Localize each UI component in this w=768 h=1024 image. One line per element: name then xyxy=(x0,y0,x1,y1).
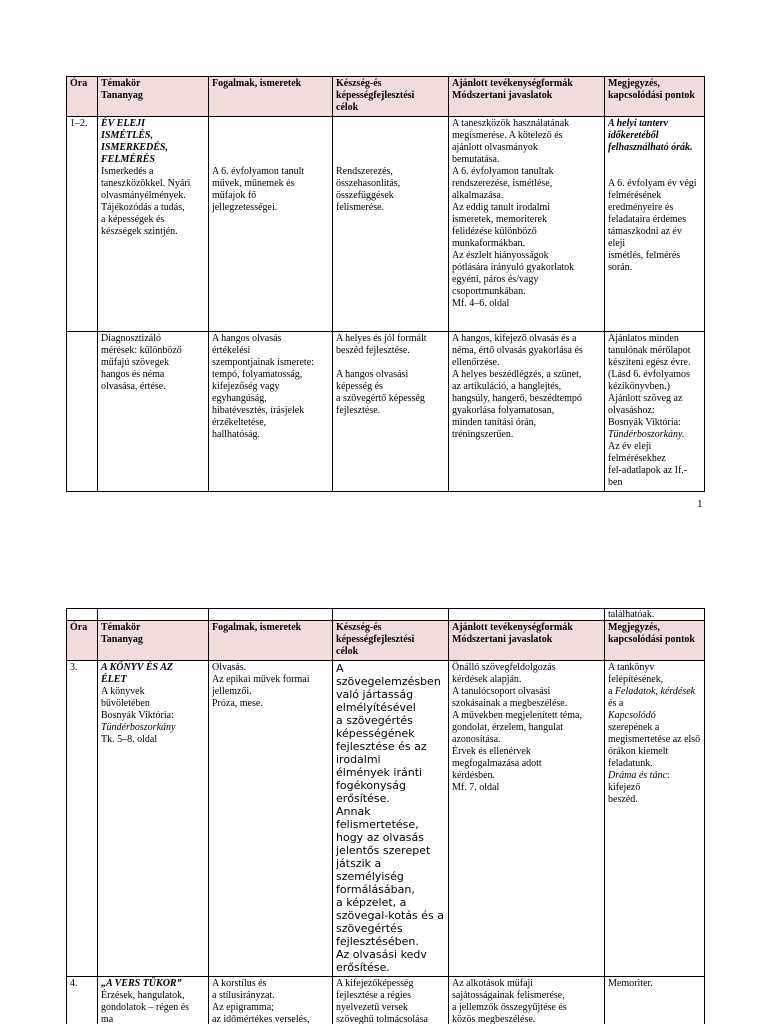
cell-ajanlott: Önálló szövegfeldolgozás kérdések alapján. A tanulócsoport olvasási szokásainak a megbeszélése. A művekben megjelenített téma, gondolat, érzelem, hangulat azonosítása. Érvek és ellenérvek megfogalmazása adott kérdésben. Mf. 7. oldal xyxy=(449,661,605,977)
cell-megjegyzes: találhatóak. xyxy=(605,609,705,621)
cell-keszseg: Rendszerezés, összehasonlítás, összefüggések felismerése. xyxy=(333,117,449,332)
cell-ora xyxy=(67,332,98,492)
cell-keszseg: A kifejezőképesség fejlesztése a régies nyelvezetű versek szöveghű tolmácsolása xyxy=(333,977,449,1024)
header-keszseg: Készség-és képességfejlesztési célok xyxy=(333,621,449,661)
table-row xyxy=(67,332,705,492)
page-number: 1 xyxy=(697,498,703,510)
cell-temakor: A KÖNYV ÉS AZ ÉLET A könyvek bűvöletében Bosnyák Viktória: Tündérboszorkány Tk. 5–8. oldal xyxy=(98,661,209,977)
table-row xyxy=(67,661,705,977)
cell-ora: 1–2. xyxy=(67,117,98,332)
cell-fogalmak: A hangos olvasás értékelési szempontjainak ismerete: tempó, folyamatosság, kifejezőség vagy egyhangúság, hibatévesztés, írásjelek érzékeltetése, hallhatóság. xyxy=(209,332,333,492)
header-megjegyzes: Megjegyzés, kapcsolódási pontok xyxy=(605,621,705,661)
cell-fogalmak: A 6. évfolyamon tanult művek, műnemek és műfajok fő jellegzetességei. xyxy=(209,117,333,332)
cell-megjegyzes: A helyi tanterv időkeretéből felhasználható órák. A 6. évfolyam év végi felmérésének eredményeire és feladataira érdemes támaszkodni az év eleji ismétlés, felmérés során. xyxy=(605,117,705,332)
cell-keszseg: A helyes és jól formált beszéd fejlesztése. A hangos olvasási képesség és a szövegértő képesség fejlesztése. xyxy=(333,332,449,492)
header-megjegyzes: Megjegyzés, kapcsolódási pontok xyxy=(605,77,705,117)
cell-ajanlott: A taneszközök használatának megismerése. A kötelező és ajánlott olvasmányok bemutatása. A 6. évfolyamon tanultak rendszerezése, ismétlése, alkalmazása. Az eddig tanult irodalmi ismeretek, memoriterek felidézése különböző munkaformákban. Az észlelt hiányosságok pótlására irányuló gyakorlatok egyéni, páros és/vagy csoportmunkában. Mf. 4–6. oldal xyxy=(449,117,605,332)
continuation-row xyxy=(67,609,705,621)
page-2 xyxy=(0,560,768,1024)
header-keszseg: Készség-és képességfejlesztési célok xyxy=(333,77,449,117)
cell-temakor: „A VERS TÜKOR” Érzések, hangulatok, gondolatok – régen és ma xyxy=(98,977,209,1024)
cell-fogalmak: A korstílus és a stílusirányzat. Az epigramma; az időmértékes verselés, xyxy=(209,977,333,1024)
header-temakor: Témakör Tananyag xyxy=(98,621,209,661)
table-row xyxy=(67,977,705,1024)
cell-temakor: ÉV ELEJI ISMÉTLÉS, ISMERKEDÉS, FELMÉRÉS Ismerkedés a taneszközökkel. Nyári olvasmányélmények. Tájékozódás a tudás, a képességek és készségek szintjén. xyxy=(98,117,209,332)
syllabus-table-page-2 xyxy=(66,608,705,1024)
header-fogalmak: Fogalmak, ismeretek xyxy=(209,621,333,661)
header-ora: Óra xyxy=(67,621,98,661)
table-header-row xyxy=(67,77,705,117)
syllabus-table-page-1 xyxy=(66,76,705,492)
page-1 xyxy=(0,0,768,510)
header-ora: Óra xyxy=(67,77,98,117)
cell-ajanlott: Az alkotások műfaji sajátosságainak felismerése, a jellemzők összegyűjtése és közös megbeszélése. xyxy=(449,977,605,1024)
cell-ajanlott: A hangos, kifejező olvasás és a néma, értő olvasás gyakorlása és ellenőrzése. A helyes beszédlégzés, a szünet, az artikuláció, a hanglejtés, hangsúly, hangerő, beszédtempó gyakorlása folyamatosan, minden tanítási órán, tréningszerűen. xyxy=(449,332,605,492)
cell-ora: 4. xyxy=(67,977,98,1024)
header-temakor: Témakör Tananyag xyxy=(98,77,209,117)
cell-megjegyzes: A tankönyv felépítésének, a Feladatok, kérdések és a Kapcsolódó szerepének a megismertetése az első órákon kiemelt feladatunk. Dráma és tánc: kifejező beszéd. xyxy=(605,661,705,977)
header-ajanlott: Ajánlott tevékenységformák Módszertani javaslatok xyxy=(449,77,605,117)
table-header-row xyxy=(67,621,705,661)
cell-temakor: Diagnosztizáló mérések: különböző műfajú szövegek hangos és néma olvasása, értése. xyxy=(98,332,209,492)
header-fogalmak: Fogalmak, ismeretek xyxy=(209,77,333,117)
cell-megjegyzes: Memoriter. xyxy=(605,977,705,1024)
header-ajanlott: Ajánlott tevékenységformák Módszertani javaslatok xyxy=(449,621,605,661)
table-row xyxy=(67,117,705,332)
cell-megjegyzes: Ajánlatos minden tanulónak mérőlapot készíteni egész évre. (Lásd 6. évfolyamos kézikönyvben.) Ajánlott szöveg az olvasáshoz: Bosnyák Viktória: Tündérboszorkány. Az év eleji felmérésekhez fel-adatlapok az If.-ben xyxy=(605,332,705,492)
cell-keszseg: A szövegelemzésben való jártasság elmélyítésével a szövegértés képességének fejlesztése és az irodalmi élmények iránti fogékonyság erősítése. Annak felismertetése, hogy az olvasás jelentős szerepet játszik a személyiség formálásában, a képzelet, a szövegal-kotás és a szövegértés fejlesztésében. Az olvasási kedv erősítése. xyxy=(333,661,449,977)
cell-fogalmak: Olvasás. Az epikai művek formai jellemzői. Próza, mese. xyxy=(209,661,333,977)
cell-ora: 3. xyxy=(67,661,98,977)
